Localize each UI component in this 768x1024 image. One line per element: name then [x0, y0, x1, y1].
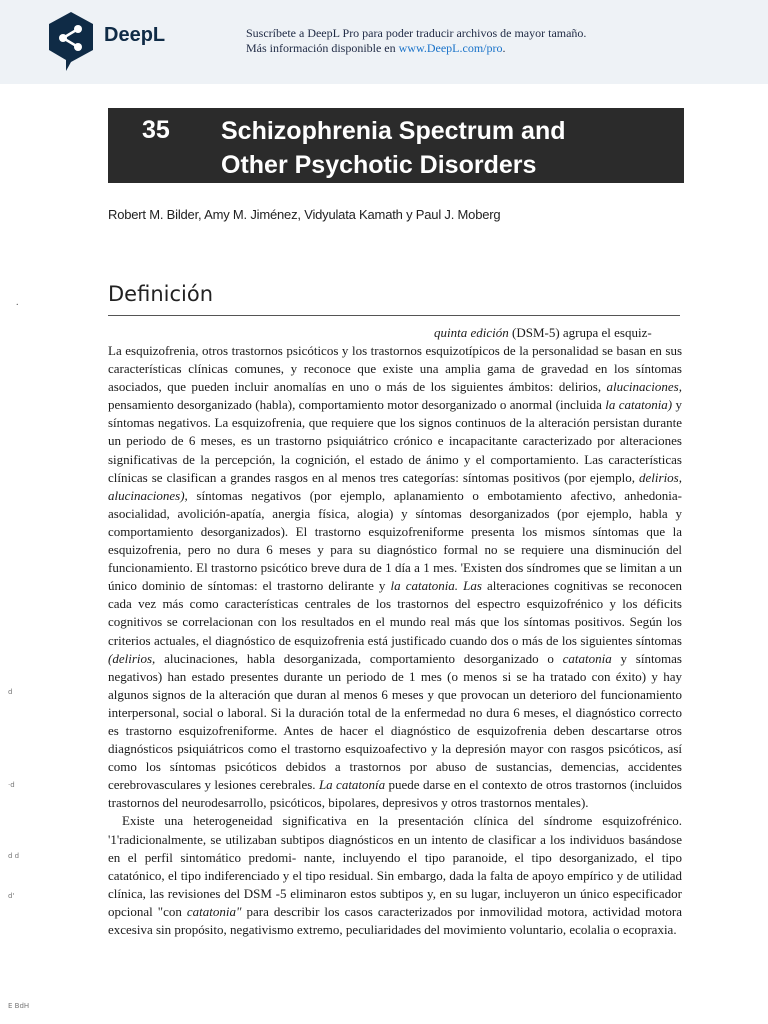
- chapter-title-line2: Other Psychotic Disorders: [221, 151, 537, 179]
- authors: Robert M. Bilder, Amy M. Jiménez, Vidyulata Kamath y Paul J. Moberg: [108, 207, 501, 222]
- paragraph-1: [108, 342, 682, 812]
- text-run: síntomas negativos (por ejemplo, aplanamiento o embotamiento afectivo, anhedonia-asocialidad, avolición-apatía, anergia física, alogia) y síntomas desorganizados (por ejemplo, habla y comportamiento desorganizados). El trastorno esquizofreniforme presenta los mismos síntomas que la esquizofrenia, pero no dura 6 meses y para su diagnóstico formal no se requiere una disminución del funcionamiento. El trastorno psicótico breve dura de 1 día a 1 mes. 'Existen dos síndromes que se limitan a un único dominio de síntomas: el trastorno delirante y: [108, 487, 682, 594]
- italic-text-run: la catatonia. Las: [390, 578, 482, 594]
- margin-mark: d d: [8, 852, 20, 860]
- body-text: [108, 342, 682, 939]
- margin-mark: .: [16, 297, 19, 308]
- banner-info-prefix: Más información disponible en: [246, 41, 399, 55]
- text-run: La esquizofrenia, otros trastornos psicóticos y los trastornos esquizotípicos de la personalidad se basan en sus características clínicas comunes, y reconoce que existe una amplia gama de gravedad en los síntomas asociados, que pueden incluir anomalías en uno o más de los siguientes ámbitos: delirios,: [108, 343, 682, 395]
- italic-text-run: alucinaciones,: [606, 379, 682, 395]
- banner-info-suffix: .: [502, 41, 506, 55]
- text-run: alucinaciones, habla desorganizada, comportamiento desorganizado o: [155, 650, 563, 666]
- deepl-banner: [0, 0, 768, 84]
- italic-text-run: delirios, alucinaciones),: [108, 469, 682, 503]
- text-run: alteraciones cognitivas se reconocen cada vez más como características centrales de los trastornos del espectro esquizofrénico y los déficits cognitivos se correlacionan con los resultados en el mundo real más que los síntomas positivos. Según los criterios actuales, el diagnóstico de esquizofrenia está justificado cuando dos o más de los siguientes síntomas: [108, 578, 682, 648]
- text-run: pensamiento desorganizado (habla), comportamiento motor desorganizado o anormal (incluida: [108, 397, 606, 413]
- italic-text-run: catatonia: [562, 650, 612, 666]
- section-intro-line: [434, 325, 652, 341]
- deepl-logo-text[interactable]: DeepL: [104, 24, 166, 46]
- chapter-number: 35: [142, 116, 170, 144]
- deepl-pro-link[interactable]: www.DeepL.com/pro: [398, 41, 503, 55]
- paragraph-2: [108, 812, 682, 939]
- chapter-title-line1: Schizophrenia Spectrum and: [221, 117, 566, 145]
- chapter-title: [221, 114, 566, 182]
- margin-mark: E BdH: [8, 1002, 30, 1010]
- text-run: para describir los casos caracterizados por inmovilidad motora, actividad motora excesiva sin propósito, negativismo extremo, peculiaridades del movimiento voluntario, ecolalia o ecopraxia.: [108, 903, 682, 937]
- italic-text-run: la catatonia): [605, 397, 673, 413]
- deepl-logo-icon[interactable]: [46, 10, 96, 72]
- section-title: Definición: [108, 282, 213, 306]
- banner-subscribe-text: Suscríbete a DeepL Pro para poder traducir archivos de mayor tamaño.: [246, 26, 587, 40]
- margin-mark: d': [8, 892, 15, 900]
- italic-text-run: catatonia": [186, 903, 242, 919]
- text-run: puede darse en el contexto de otros trastornos (incluidos trastornos del neurodesarrollo, psicóticos, bipolares, depresivos y otros trastornos mentales).: [108, 777, 682, 811]
- section-divider: [108, 315, 680, 316]
- margin-mark: ·d: [8, 781, 15, 789]
- chapter-header: [108, 108, 684, 183]
- text-run: Existe una heterogeneidad significativa en la presentación clínica del síndrome esquizofrénico. '1'radicionalmente, se utilizaban subtipos diagnósticos en un intento de clasificar a los individuos basándose en el perfil sintomático predomi- nante, incluyendo el tipo paranoide, el tipo desorganizado, el tipo catatónico, el tipo indiferenciado y el tipo residual. Sin embargo, dada la falta de apoyo empírico y de utilidad clínica, las revisiones del DSM -5 eliminaron estos subtipos y, en su lugar, incluyeron un único especificador opcional "con: [108, 813, 682, 919]
- italic-text-run: (delirios,: [108, 650, 156, 666]
- italic-text-run: La catatonía: [318, 777, 386, 793]
- text-run: y síntomas negativos. La esquizofrenia, que requiere que los signos continuos de la alteración persistan durante un periodo de 6 meses, es un trastorno psiquiátrico crónico e incapacitante caracterizado por alteraciones significativas de la percepción, la cognición, el estado de ánimo y el comportamiento. Las características clínicas se clasifican a grandes rasgos en al menos tres categorías: síntomas positivos (por ejemplo,: [108, 397, 682, 485]
- text-run: y síntomas negativos) han estado presentes durante un periodo de 1 mes (o menos si se ha tratado con éxito) y hay algunos signos de la alteración que duran al menos 6 meses y que provocan un deterioro del funcionamiento interpersonal, social o laboral. Si la duración total de la enfermedad no dura 6 meses, el diagnóstico correcto es trastorno esquizofreniforme. Antes de hacer el diagnóstico de esquizofrenia deben descartarse otros diagnósticos psiquiátricos como el trastorno esquizoafectivo y la depresión mayor con rasgos psicóticos, así como los síntomas psicóticos debidos a trastornos por abuso de sustancias, demencias, accidentes cerebrovasculares y lesiones cerebrales.: [108, 650, 682, 793]
- intro-rest: (DSM-5) agrupa el esquiz-: [508, 325, 652, 340]
- banner-info-text: [246, 41, 506, 56]
- intro-italic: quinta edición: [434, 325, 509, 340]
- margin-mark: d: [8, 688, 13, 696]
